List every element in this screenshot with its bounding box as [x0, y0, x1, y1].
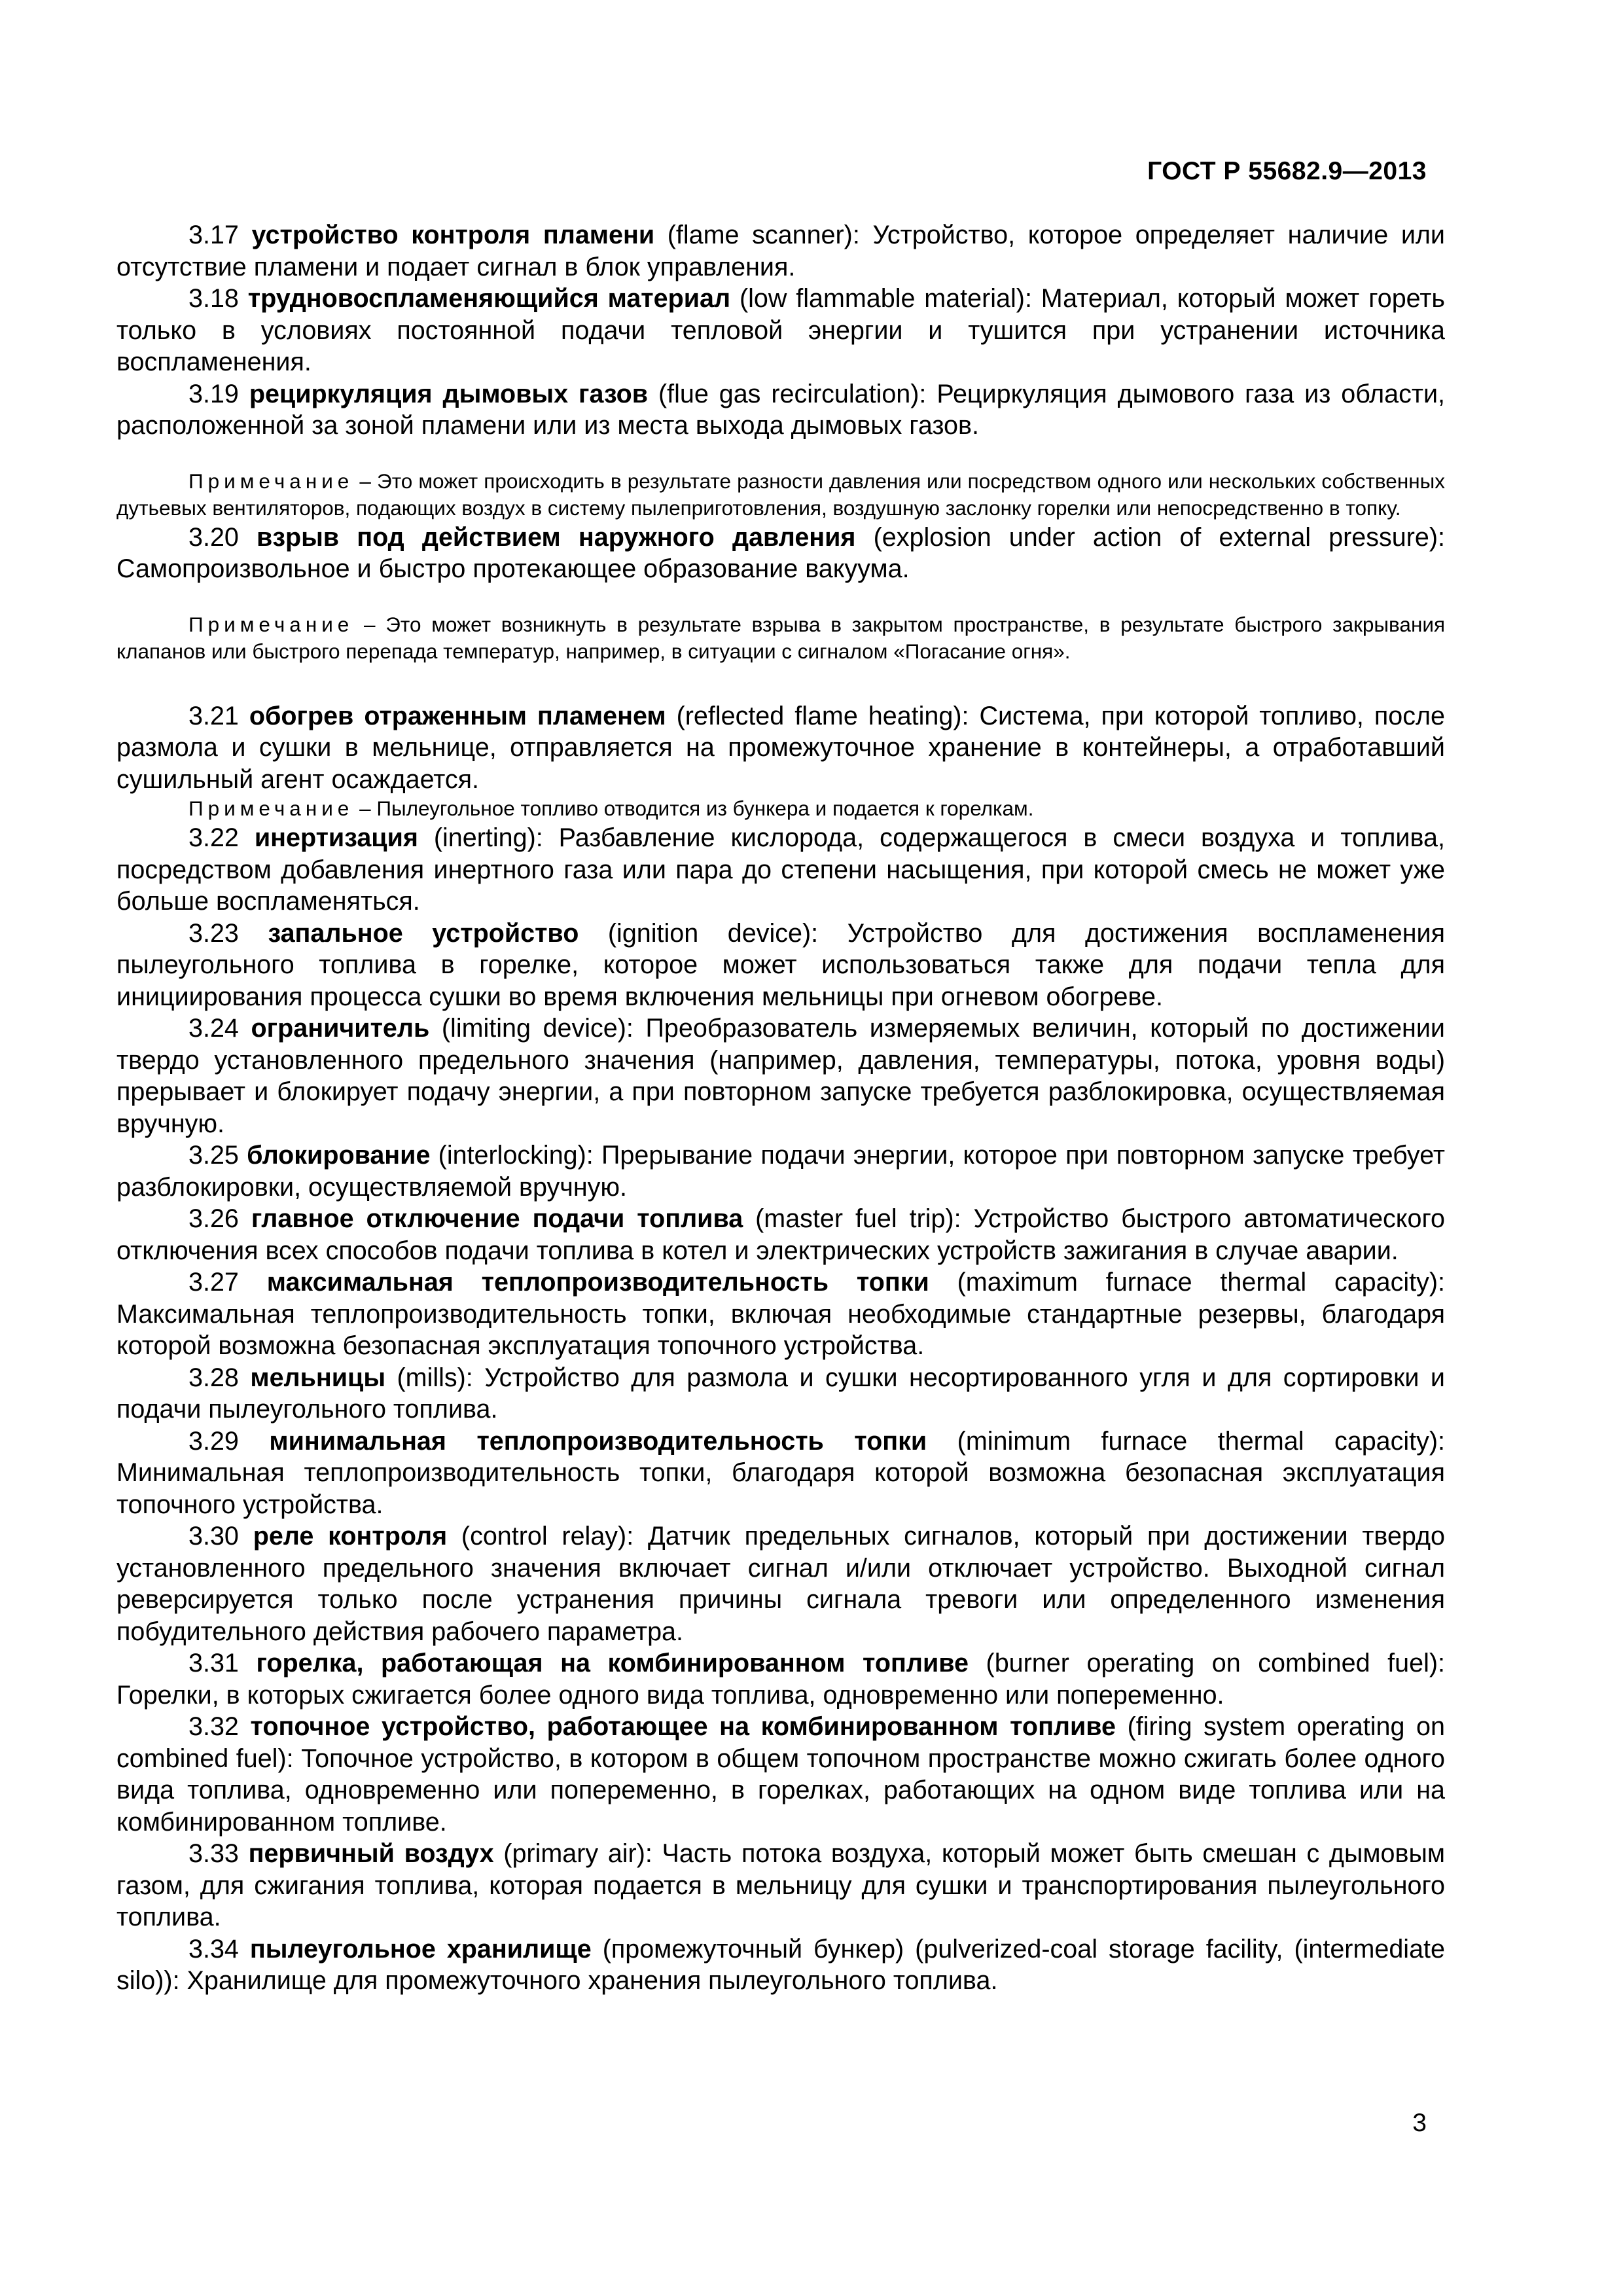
note-3-21 — [116, 795, 1445, 822]
term-number: 3.26 — [188, 1204, 239, 1233]
note-label: Примечание — [188, 797, 354, 820]
term-definition: (interlocking): Прерывание подачи энергии, которое при повторном запуске требует разблокировки, осуществляемой вручную. — [116, 1141, 1445, 1202]
term-title: топочное устройство, работающее на комбинированном топливе — [250, 1712, 1116, 1741]
term-definition: (primary air): Часть потока воздуха, который может быть смешан с дымовым газом, для сжигания топлива, которая подается в мельницу для сушки и транспортирования пылеугольного топлива. — [116, 1839, 1445, 1931]
term-title: рециркуляция дымовых газов — [249, 379, 649, 408]
term-number: 3.24 — [188, 1014, 239, 1043]
term-definition: (burner operating on combined fuel): Горелки, в которых сжигается более одного вида топлива, одновременно или попеременно. — [116, 1649, 1445, 1710]
note-3-19 — [116, 468, 1445, 522]
term-number: 3.22 — [188, 823, 239, 852]
term-title: ограничитель — [251, 1014, 430, 1043]
term-definition: (firing system operating on combined fuel): Топочное устройство, в котором в общем топочном пространстве можно сжигать более одного вида топлива, одновременно или попеременно, в горелках, работающих на одном виде топлива или на комбинированном топливе. — [116, 1712, 1445, 1837]
term-definition: (explosion under action of external pressure): Самопроизвольное и быстро протекающее образование вакуума. — [116, 522, 1445, 583]
term-entry-3-26 — [116, 1203, 1445, 1266]
note-3-20 — [116, 611, 1445, 665]
term-number: 3.20 — [188, 522, 239, 552]
term-title: обогрев отраженным пламенем — [249, 701, 666, 730]
term-definition: (inerting): Разбавление кислорода, содержащегося в смеси воздуха и топлива, посредством добавления инертного газа или пара до степени насыщения, при которой смесь не может уже больше воспламеняться. — [116, 823, 1445, 916]
page-number: 3 — [1412, 2109, 1427, 2137]
term-definition: (промежуточный бункер) (pulverized-coal storage facility, (intermediate silo)): Хранилище для промежуточного хранения пылеугольного топлива. — [116, 1934, 1445, 1995]
term-definition: (flame scanner): Устройство, которое определяет наличие или отсутствие пламени и подает сигнал в блок управления. — [116, 221, 1445, 281]
term-entry-3-28 — [116, 1362, 1445, 1426]
term-entry-3-34 — [116, 1933, 1445, 1997]
term-definition: (flue gas recirculation): Рециркуляция дымового газа из области, расположенной за зоной пламени или из места выхода дымовых газов. — [116, 379, 1445, 440]
term-definition: (minimum furnace thermal capacity): Минимальная теплопроизводительность топки, благодаря которой возможна безопасная эксплуатация топочного устройства. — [116, 1426, 1446, 1519]
term-definition: (low flammable material): Материал, который может гореть только в условиях постоянной подачи тепловой энергии и тушится при устранении источника воспламенения. — [116, 284, 1445, 376]
term-entry-3-20 — [116, 522, 1445, 585]
term-entry-3-24 — [116, 1013, 1445, 1139]
term-number: 3.33 — [188, 1839, 239, 1868]
term-number: 3.28 — [188, 1363, 239, 1392]
term-definition: (mills): Устройство для размола и сушки несортированного угля и для сортировки и подачи пылеугольного топлива. — [116, 1363, 1445, 1424]
term-definition: (control relay): Датчик предельных сигналов, который при достижении твердо установленного предельного значения включает сигнал и/или отключает устройство. Выходной сигнал реверсируется только после устранения причины сигнала тревоги или определенного изменения побудительного действия рабочего параметра. — [116, 1522, 1445, 1646]
term-title: взрыв под действием наружного давления — [257, 522, 856, 552]
term-entry-3-17 — [116, 219, 1445, 283]
term-definition: (ignition device): Устройство для достижения воспламенения пылеугольного топлива в горелке, которое может использоваться также для подачи тепла для инициирования процесса сушки во время включения мельницы при огневом обогреве. — [116, 918, 1445, 1011]
term-entry-3-21 — [116, 700, 1445, 796]
term-entry-3-31 — [116, 1647, 1445, 1711]
term-number: 3.34 — [188, 1934, 239, 1964]
term-title: инертизация — [254, 823, 418, 852]
term-number: 3.23 — [188, 918, 239, 948]
term-definition: (limiting device): Преобразователь измеряемых величин, который по достижении твердо установленного предельного значения (например, давления, температуры, потока, уровня воды) прерывает и блокирует подачу энергии, а при повторном запуске требуется разблокировка, осуществляемая вручную. — [116, 1014, 1445, 1138]
term-number: 3.31 — [188, 1649, 239, 1677]
term-number: 3.32 — [188, 1712, 239, 1741]
term-title: мельницы — [250, 1363, 386, 1392]
term-entry-3-18 — [116, 283, 1445, 378]
document-body — [116, 219, 1445, 1997]
term-title: минимальная теплопроизводительность топки — [269, 1426, 927, 1456]
term-title: первичный воздух — [248, 1839, 494, 1868]
term-entry-3-22 — [116, 822, 1445, 918]
term-number: 3.27 — [188, 1268, 239, 1297]
term-number: 3.18 — [188, 284, 239, 313]
term-entry-3-23 — [116, 918, 1445, 1013]
note-text: – Пылеугольное топливо отводится из бункера и подается к горелкам. — [353, 797, 1034, 820]
term-entry-3-27 — [116, 1266, 1445, 1362]
term-title: пылеугольное хранилище — [249, 1934, 592, 1964]
term-definition: (master fuel trip): Устройство быстрого автоматического отключения всех способов подачи топлива в котел и электрических устройств зажигания в случае аварии. — [116, 1204, 1445, 1265]
note-text: – Это может возникнуть в результате взрыва в закрытом пространстве, в результате быстрого закрывания клапанов или быстрого перепада температур, например, в ситуации с сигналом «Погасание огня». — [116, 612, 1445, 663]
term-entry-3-32 — [116, 1711, 1445, 1838]
term-number: 3.19 — [188, 379, 239, 408]
term-title: трудновоспламеняющийся материал — [247, 284, 731, 313]
term-title: максимальная теплопроизводительность топки — [266, 1268, 929, 1297]
term-entry-3-19 — [116, 378, 1445, 442]
term-title: блокирование — [247, 1141, 431, 1170]
term-entry-3-30 — [116, 1520, 1445, 1647]
term-entry-3-29 — [116, 1426, 1445, 1521]
term-number: 3.25 — [188, 1141, 239, 1170]
term-entry-3-25 — [116, 1139, 1445, 1203]
term-entry-3-33 — [116, 1838, 1445, 1933]
term-title: горелка, работающая на комбинированном топливе — [256, 1649, 969, 1677]
term-number: 3.21 — [188, 701, 239, 730]
term-title: реле контроля — [253, 1522, 448, 1551]
term-definition: (reflected flame heating): Система, при которой топливо, после размола и сушки в мельнице, отправляется на промежуточное хранение в контейнеры, а отработавший сушильный агент осаждается. — [116, 701, 1445, 794]
term-title: главное отключение подачи топлива — [251, 1204, 743, 1233]
term-definition: (maximum furnace thermal capacity): Максимальная теплопроизводительность топки, включая необходимые стандартные резервы, благодаря которой возможна безопасная эксплуатация топочного устройства. — [116, 1268, 1445, 1360]
term-number: 3.30 — [188, 1522, 239, 1551]
note-text: – Это может происходить в результате разности давления или посредством одного или нескольких собственных дутьевых вентиляторов, подающих воздух в систему пылеприготовления, воздушную заслонку горелки или непосредственно в топку. — [116, 469, 1445, 520]
term-number: 3.29 — [188, 1426, 239, 1456]
term-title: запальное устройство — [268, 918, 579, 948]
term-title: устройство контроля пламени — [251, 221, 655, 249]
note-label: Примечание — [188, 612, 354, 636]
term-number: 3.17 — [188, 221, 239, 249]
note-label: Примечание — [188, 469, 354, 493]
document-code-header: ГОСТ Р 55682.9—2013 — [1147, 157, 1427, 185]
